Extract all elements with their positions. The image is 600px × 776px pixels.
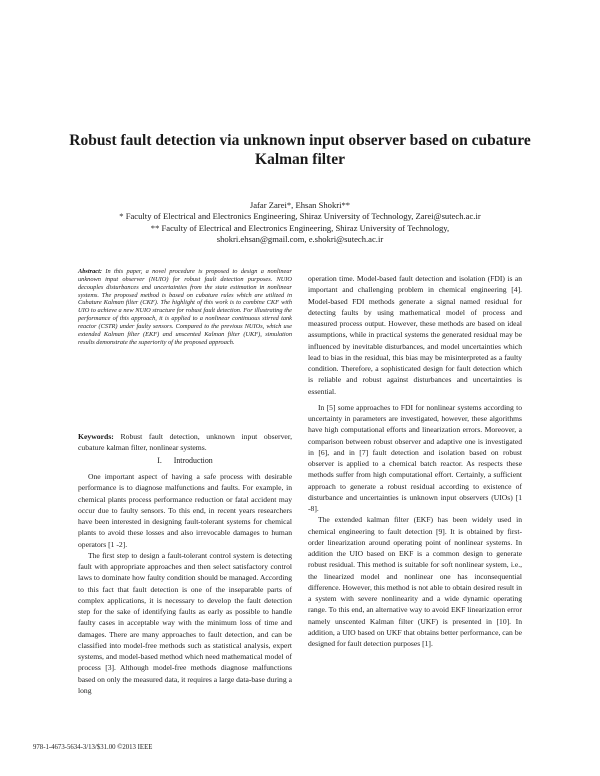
paragraph: In [5] some approaches to FDI for nonlinear systems according to uncertainty in parameters are investigated, however, these algorithms have high computational efforts and linearization errors. Moreover, a comparison between robust observer and adaptive one is investigated in [6], and in [7] fault detection and isolation based on robust observer is applied to a chemical batch reactor. As respects these methods suffer from high computational effort. Certainly, a sufficient approach to generate a robust residual according to existence of disturbance and uncertainties is unknown input observers (UIOs) [1 -8]. xyxy=(308,402,522,513)
copyright-footer: 978-1-4673-5634-3/13/$31.00 ©2013 IEEE xyxy=(33,744,153,751)
keywords-label: Keywords: xyxy=(78,432,114,441)
abstract-text: In this paper, a novel procedure is proposed to design a nonlinear unknown input observer (NUIO) for robust fault detection purposes. NUIO decouples disturbances and uncertainties from the state estimation in nonlinear systems. The proposed method is based on cubature rules which are utilized in Cubature Kalman filter (CKF). The highlight of this work is to combine CKF with UIO to achieve a new NUIO structure for robust fault detection. For illustrating the performance of this approach, it is applied to a nonlinear continuous stirred tank reactor (CSTR) under faulty sensors. Compared to the previous NUIOs, which use extended Kalman filter (EKF) and unscented Kalman filter (UKF), simulation results demonstrate the superiority of the proposed approach. xyxy=(78,268,292,346)
introduction-body xyxy=(78,471,292,696)
section-title: Introduction xyxy=(173,456,213,465)
section-number: I. xyxy=(157,456,162,465)
keywords-text: Robust fault detection, unknown input observer, cubature kalman filter, nonlinear systems. xyxy=(78,432,292,453)
keywords xyxy=(78,431,292,454)
paragraph: The first step to design a fault-tolerant control system is detecting fault with appropriate approaches and then select satisfactory control laws to dominate how faulty condition should be managed. According to this fact that fault detection is one of the inseparable parts of complex applications, it is necessary to develop the fault detection step for the sake of identifying faults as early as possible to handle faulty cases in acceptable way with the minimum loss of time and damages. There are many approaches to fault detection, and can be classified into model-free methods such as statistical analysis, expert systems, and model-based method which need mathematical model of process [3]. Although model-free methods diagnose malfunctions based on only the measured data, it requires a large data-base during a long xyxy=(78,550,292,695)
author-emails: shokri.ehsan@gmail.com, e.shokri@sutech.ac.ir xyxy=(216,234,384,245)
left-column xyxy=(78,268,292,695)
affiliation-1: * Faculty of Electrical and Electronics Engineering, Shiraz University of Technology, Zarei@sutech.ac.ir xyxy=(119,211,481,222)
paragraph: The extended kalman filter (EKF) has been widely used in chemical engineering to fault detection [9]. It is obtained by first-order linearization around operating point of nonlinear systems. In addition the UIO based on EKF is a common design to generate robust residual. This method is suitable for soft nonlinear system, i.e., the linearized model and nonlinear one has inconsequential difference. However, this method is not able to obtain desired result in a system with severe nonlinearity and a wide dynamic operating range. To this end, an alternative way to avoid EKF linearization error namely unscented Kalman filter (UKF) is presented in [10]. In addition, a UIO based on UKF that obtains better performance, can be designed for fault detection purposes [1]. xyxy=(308,515,522,648)
paper-title: Robust fault detection via unknown input observer based on cubature Kalman filter xyxy=(69,132,531,168)
author-block xyxy=(60,200,540,246)
paragraph: One important aspect of having a safe process with desirable performance is to diagnose malfunctions and faults. For example, in chemical plants process performance reduction or fatal accident may occur due to faulty sensors. To this end, in recent years researchers have been interested in designing fault-tolerant systems for chemical plants to avoid these losses and also irrevocable damages to human operators [1 -2]. xyxy=(78,472,292,549)
right-column xyxy=(308,273,522,649)
section-heading xyxy=(78,455,292,466)
abstract-label: Abstract: xyxy=(78,268,102,275)
paragraph: operation time. Model-based fault detection and isolation (FDI) is an important and challenging problem in chemical engineering [4]. Model-based FDI methods generate a signal named residual for detecting faults by using mathematical model of process and measured process output. However, these methods are based on ideal assumptions, while in practical systems the generated residual may be influenced by inevitable disturbances, and model uncertainties which lead to bias in the residual, this bias may be misinterpreted as a faulty condition. Therefore, a sophisticated design for fault detection which is reliable and robust against disturbances and uncertainties is essential. xyxy=(308,274,522,396)
affiliation-2: ** Faculty of Electrical and Electronics Engineering, Shiraz University of Technology, xyxy=(150,222,450,233)
abstract xyxy=(78,268,292,346)
author-names: Jafar Zarei*, Ehsan Shokri** xyxy=(249,200,351,210)
